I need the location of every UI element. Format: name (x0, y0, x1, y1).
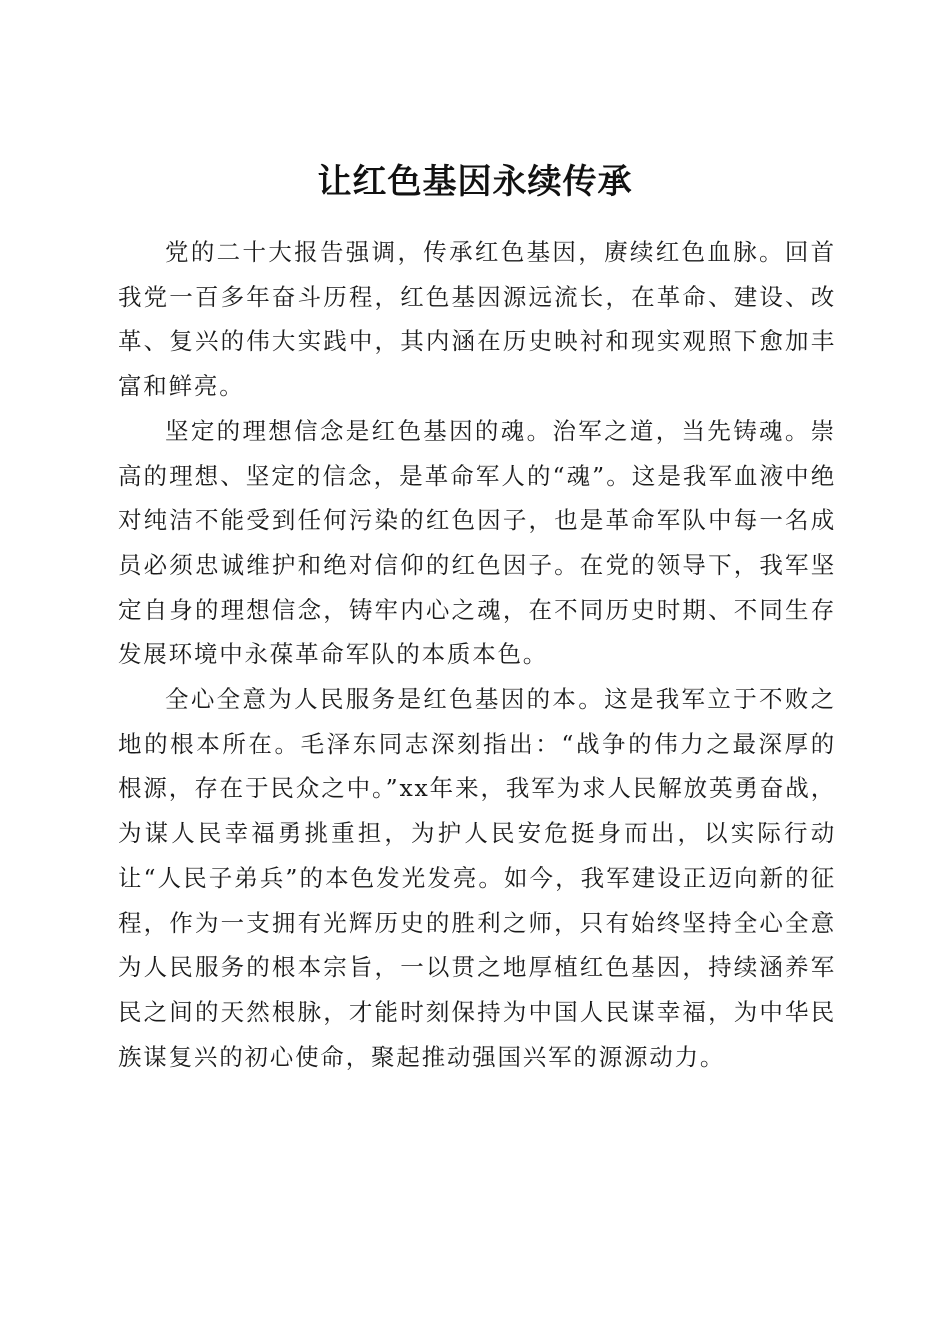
document-title: 让红色基因永续传承 (317, 161, 633, 202)
document-body (118, 230, 836, 1079)
paragraph-1: 党的二十大报告强调，传承红色基因，赓续红色血脉。回首我党一百多年奋斗历程，红色基因源远流长，在革命、建设、改革、复兴的伟大实践中，其内涵在历史映衬和现实观照下愈加丰富和鲜亮。 (118, 238, 836, 401)
paragraph-3: 全心全意为人民服务是红色基因的本。这是我军立于不败之地的根本所在。毛泽东同志深刻指出：“战争的伟力之最深厚的根源，存在于民众之中。”xx年来，我军为求人民解放英勇奋战，为谋人民幸福勇挑重担，为护人民安危挺身而出，以实际行动让“人民子弟兵”的本色发光发亮。如今，我军建设正迈向新的征程，作为一支拥有光辉历史的胜利之师，只有始终坚持全心全意为人民服务的根本宗旨，一以贯之地厚植红色基因，持续涵养军民之间的天然根脉，才能时刻保持为中国人民谋幸福，为中华民族谋复兴的初心使命，聚起推动强国兴军的源源动力。 (118, 685, 836, 1071)
paragraph-2: 坚定的理想信念是红色基因的魂。治军之道，当先铸魂。崇高的理想、坚定的信念，是革命军人的“魂”。这是我军血液中绝对纯洁不能受到任何污染的红色因子，也是革命军队中每一名成员必须忠诚维护和绝对信仰的红色因子。在党的领导下，我军坚定自身的理想信念，铸牢内心之魂，在不同历史时期、不同生存发展环境中永葆革命军队的本质本色。 (118, 416, 836, 669)
